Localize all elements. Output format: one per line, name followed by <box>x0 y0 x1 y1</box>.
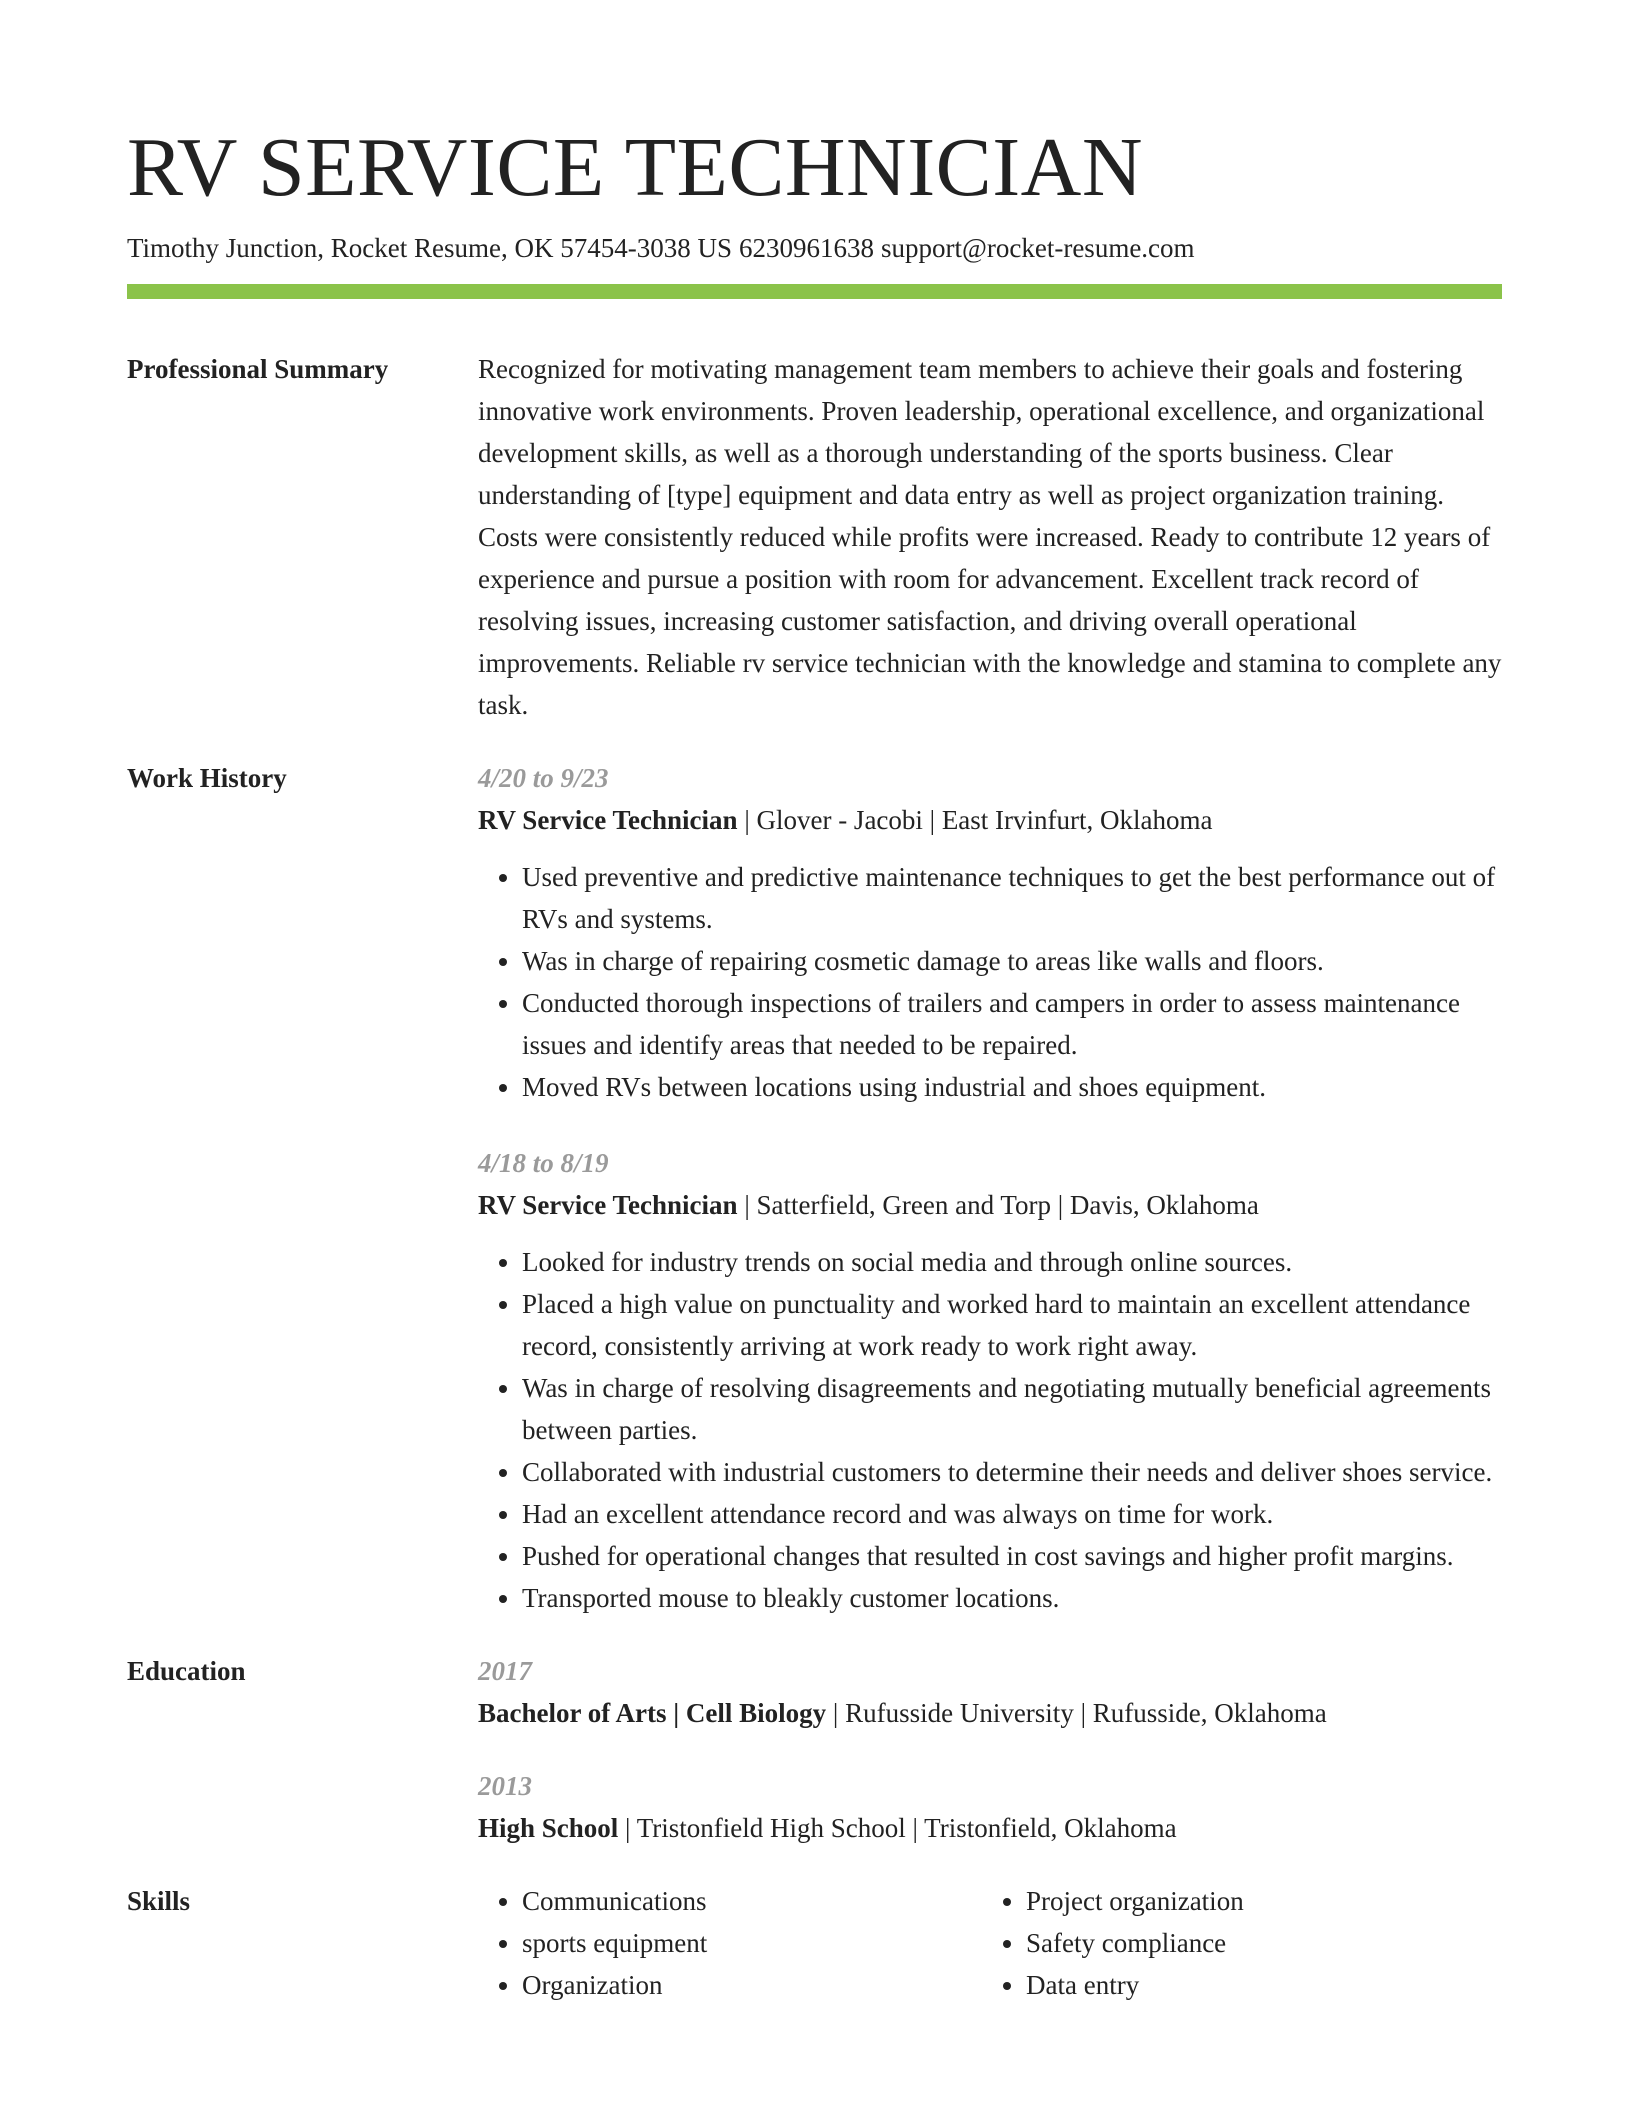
job-details: | Satterfield, Green and Torp | Davis, Oklahoma <box>737 1190 1259 1220</box>
job-bullet: • Moved RVs between locations using industrial and shoes equipment. <box>522 1066 1502 1108</box>
job-title: RV Service Technician <box>478 1190 738 1220</box>
job-bullet: • Was in charge of resolving disagreements and negotiating mutually beneficial agreements between parties. <box>522 1367 1502 1451</box>
job-dates: 4/18 to 8/19 <box>478 1148 609 1178</box>
job-entry <box>478 757 1502 1108</box>
job-bullets <box>478 1241 1502 1619</box>
skill-item: • Safety compliance <box>1026 1922 1486 1964</box>
job-bullet: • Conducted thorough inspections of trailers and campers in order to assess maintenance issues and identify areas that needed to be repaired. <box>522 982 1502 1066</box>
resume-page <box>127 118 1502 2006</box>
job-bullet: • Pushed for operational changes that resulted in cost savings and higher profit margins. <box>522 1535 1502 1577</box>
job-bullet: • Looked for industry trends on social media and through online sources. <box>522 1241 1502 1283</box>
skill-item: • Project organization <box>1026 1880 1486 1922</box>
summary-heading: Professional Summary <box>127 354 389 384</box>
education-year: 2017 <box>478 1656 532 1686</box>
work-history-section <box>127 757 1502 1619</box>
contact-email: support@rocket-resume.com <box>881 233 1195 263</box>
job-bullet: • Collaborated with industrial customers to determine their needs and deliver shoes service. <box>522 1451 1502 1493</box>
job-bullets <box>478 856 1502 1108</box>
job-dates: 4/20 to 9/23 <box>478 763 609 793</box>
contact-phone: 6230961638 <box>739 233 875 263</box>
education-section <box>127 1650 1502 1849</box>
work-history-heading: Work History <box>127 763 287 793</box>
skills-section <box>127 1880 1502 2006</box>
job-bullet: • Transported mouse to bleakly customer locations. <box>522 1577 1502 1619</box>
job-role-line <box>478 799 1502 841</box>
job-bullet: • Had an excellent attendance record and was always on time for work. <box>522 1493 1502 1535</box>
accent-divider <box>127 284 1502 299</box>
skills-left-column <box>478 1880 982 2006</box>
skill-item: • Data entry <box>1026 1964 1486 2006</box>
skills-heading: Skills <box>127 1886 191 1916</box>
education-year: 2013 <box>478 1771 532 1801</box>
contact-line <box>127 229 1502 267</box>
education-details: | Tristonfield High School | Tristonfield, Oklahoma <box>618 1813 1177 1843</box>
education-degree-line <box>478 1807 1502 1849</box>
education-details: | Rufusside University | Rufusside, Oklahoma <box>826 1698 1327 1728</box>
education-degree: High School <box>478 1813 619 1843</box>
skill-item: • Communications <box>522 1880 982 1922</box>
job-entry <box>478 1142 1502 1619</box>
resume-title: RV SERVICE TECHNICIAN <box>127 121 1143 214</box>
skills-right-column <box>982 1880 1486 2006</box>
education-entry <box>478 1650 1502 1734</box>
job-role-line <box>478 1184 1502 1226</box>
education-entry <box>478 1765 1502 1849</box>
education-heading: Education <box>127 1656 246 1686</box>
skill-item: • sports equipment <box>522 1922 982 1964</box>
education-degree: Bachelor of Arts | Cell Biology <box>478 1698 827 1728</box>
education-degree-line <box>478 1692 1502 1734</box>
skills-grid <box>478 1880 1502 2006</box>
job-title: RV Service Technician <box>478 805 738 835</box>
job-bullet: • Placed a high value on punctuality and worked hard to maintain an excellent attendance record, consistently arriving at work ready to work right away. <box>522 1283 1502 1367</box>
skill-item: • Organization <box>522 1964 982 2006</box>
contact-address: Timothy Junction, Rocket Resume, OK 57454-3038 US <box>127 233 733 263</box>
job-bullet: • Was in charge of repairing cosmetic damage to areas like walls and floors. <box>522 940 1502 982</box>
job-bullet: • Used preventive and predictive maintenance techniques to get the best performance out of RVs and systems. <box>522 856 1502 940</box>
summary-text: Recognized for motivating management team members to achieve their goals and fostering innovative work environments. Proven leadership, operational excellence, and organizational development skills, as well as a thorough understanding of the sports business. Clear understanding of [type] equipment and data entry as well as project organization training. Costs were consistently reduced while profits were increased. Ready to contribute 12 years of experience and pursue a position with room for advancement. Excellent track record of resolving issues, increasing customer satisfaction, and driving overall operational improvements. Reliable rv service technician with the knowledge and stamina to complete any task. <box>478 354 1502 720</box>
summary-section <box>127 348 1502 726</box>
job-details: | Glover - Jacobi | East Irvinfurt, Oklahoma <box>737 805 1213 835</box>
